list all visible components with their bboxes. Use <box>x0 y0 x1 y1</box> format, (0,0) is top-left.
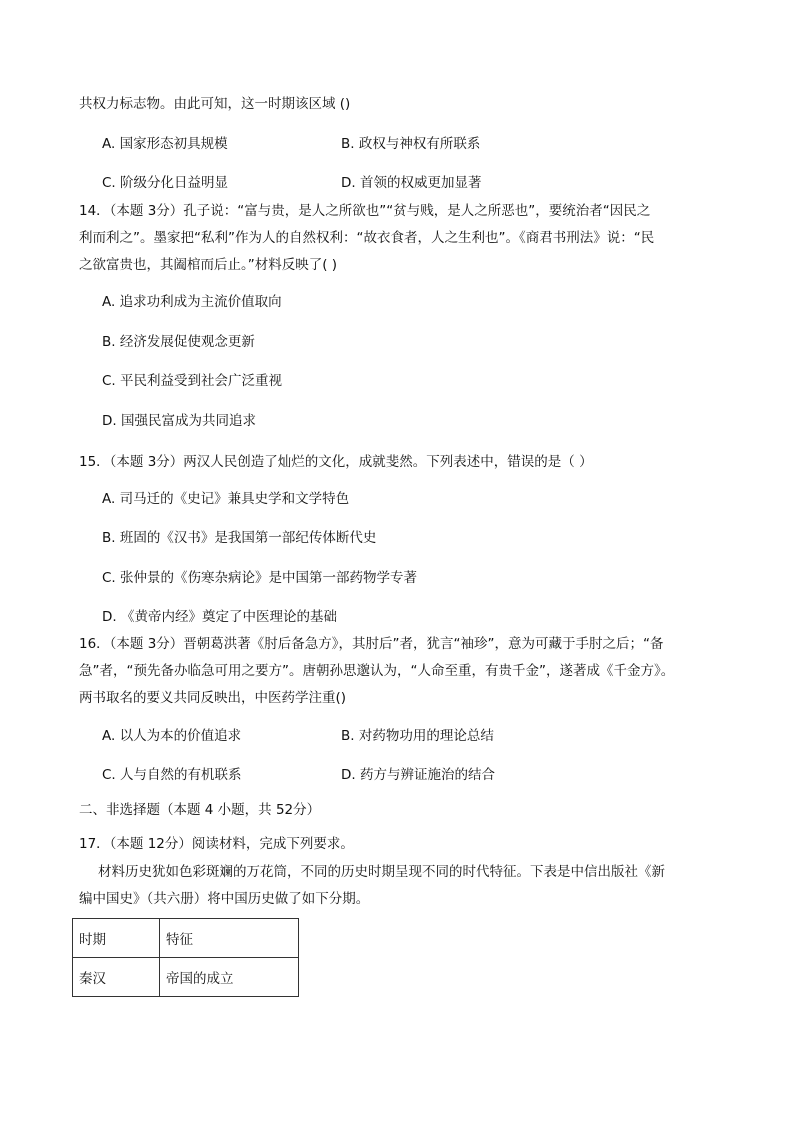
q13-option-d[interactable]: D. 首领的权威更加显著 <box>341 175 482 191</box>
table-cell: 帝国的成立 <box>160 958 299 997</box>
section-heading: 二、非选择题（本题 4 小题，共 52分） <box>79 802 321 818</box>
q17-stem: 17．（本题 12分）阅读材料，完成下列要求。 <box>79 836 354 852</box>
q16-option-c[interactable]: C. 人与自然的有机联系 <box>102 767 242 783</box>
q17-material-line-2: 编中国史》（共六册）将中国历史做了如下分期。 <box>79 891 370 907</box>
q16-stem-line-3: 两书取名的要义共同反映出，中医药学注重() <box>79 690 347 706</box>
q14-option-b[interactable]: B. 经济发展促使观念更新 <box>102 334 255 350</box>
q16-stem-line-1: 16．（本题 3分）晋朝葛洪著《肘后备急方》，其肘后”者，犹言“袖珍”，意为可藏于手肘之后；“备 <box>79 636 664 652</box>
q14-option-a[interactable]: A. 追求功利成为主流价值取向 <box>102 294 282 310</box>
q14-stem-line-2: 利而利之”。墨家把“私利”作为人的自然权利：“故衣食者，人之生利也”。《商君书刑法》说：“民 <box>79 230 655 246</box>
table-header-row <box>73 919 299 958</box>
table-row <box>73 958 299 997</box>
q15-stem: 15．（本题 3分）两汉人民创造了灿烂的文化，成就斐然。下列表述中，错误的是（ ） <box>79 454 593 470</box>
q16-stem-line-2: 急”者，“预先备办临急可用之要方”。唐朝孙思邈认为，“人命至重，有贵千金”，遂著成《千金方》。 <box>79 663 675 679</box>
q17-material-line-1: 材料历史犹如色彩斑斓的万花筒，不同的历史时期呈现不同的时代特征。下表是中信出版社《新 <box>98 864 665 880</box>
q14-option-c[interactable]: C. 平民利益受到社会广泛重视 <box>102 373 283 389</box>
q16-option-d[interactable]: D. 药方与辨证施治的结合 <box>341 767 495 783</box>
q14-stem-line-1: 14．（本题 3分）孔子说：“富与贵，是人之所欲也”“贫与贱，是人之所恶也”，要统治者“因民之 <box>79 203 651 219</box>
q15-option-b[interactable]: B. 班固的《汉书》是我国第一部纪传体断代史 <box>102 530 377 546</box>
q16-option-b[interactable]: B. 对药物功用的理论总结 <box>341 728 494 744</box>
q14-option-d[interactable]: D. 国强民富成为共同追求 <box>102 413 256 429</box>
q16-option-a[interactable]: A. 以人为本的价值追求 <box>102 728 242 744</box>
q13-option-c[interactable]: C. 阶级分化日益明显 <box>102 175 229 191</box>
table-header-cell: 特征 <box>160 919 299 958</box>
table-cell: 秦汉 <box>73 958 160 997</box>
table-header-cell: 时期 <box>73 919 160 958</box>
q13-stem-tail: 共权力标志物。由此可知，这一时期该区域 () <box>79 96 351 112</box>
period-table <box>72 918 299 997</box>
q15-option-c[interactable]: C. 张仲景的《伤寒杂病论》是中国第一部药物学专著 <box>102 570 418 586</box>
q15-option-d[interactable]: D. 《黄帝内经》奠定了中医理论的基础 <box>102 609 337 625</box>
q14-stem-line-3: 之欲富贵也，其阖棺而后止。”材料反映了( ) <box>79 257 338 273</box>
q13-option-b[interactable]: B. 政权与神权有所联系 <box>341 136 481 152</box>
q13-option-a[interactable]: A. 国家形态初具规模 <box>102 136 228 152</box>
q15-option-a[interactable]: A. 司马迁的《史记》兼具史学和文学特色 <box>102 491 350 507</box>
